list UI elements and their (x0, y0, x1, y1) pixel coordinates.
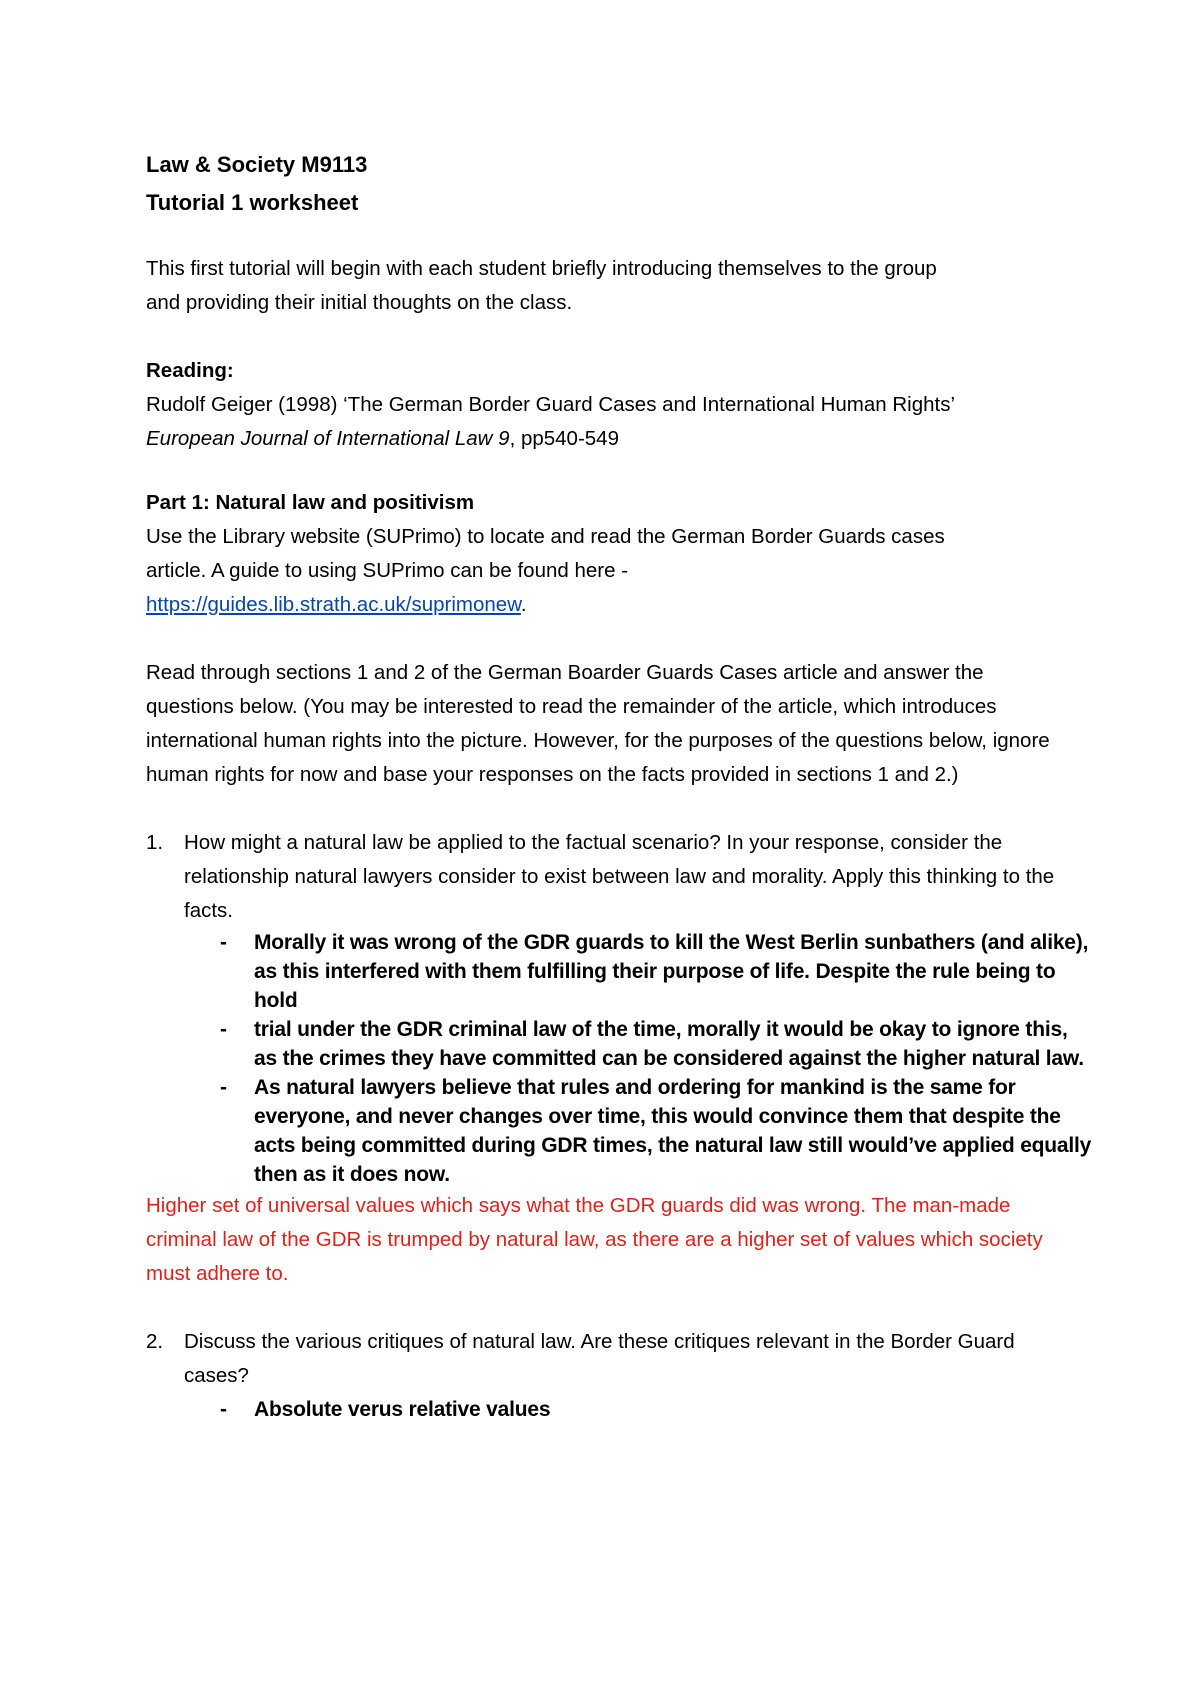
reading-heading: Reading: (146, 359, 234, 382)
link-suffix: . (520, 593, 527, 616)
reading-citation (146, 388, 976, 456)
answer-bullet: - Absolute verus relative values (184, 1393, 1076, 1427)
suprimo-guide-link[interactable]: https://guides.lib.strath.ac.uk/suprimonew (146, 593, 521, 616)
question-text: Discuss the various critiques of natural law. Are these critiques relevant in the Border Guard cases? (184, 1330, 1015, 1387)
part1-instruction-text: Use the Library website (SUPrimo) to locate and read the German Border Guards cases article. A guide to using SUPrimo can be found here - (146, 525, 945, 582)
reading-journal: European Journal of International Law 9 (146, 427, 510, 450)
part1-heading: Part 1: Natural law and positivism (146, 491, 475, 514)
question-number: 1. (146, 831, 164, 854)
course-title: Law & Society M9113 (146, 152, 368, 177)
bullet-marker: - (220, 1398, 227, 1421)
reading-citation-line: Rudolf Geiger (1998) ‘The German Border Guard Cases and International Human Rights’ (146, 393, 955, 416)
read-through-paragraph: Read through sections 1 and 2 of the German Boarder Guards Cases article and answer the questions below. (You may be interested to read the remainder of the article, which introduces international human rights into the picture. However, for the purposes of the questions below, ignore human rights for now and base your responses on the facts provided in sections 1 and 2.) (146, 661, 1050, 786)
answer-bullet-list (184, 1393, 1076, 1427)
answer-bullet: - As natural lawyers believe that rules and ordering for mankind is the same for everyone, and never changes over time, this would convince them that despite the acts being committed during GDR times, the natural law still would’ve applied equally then as it does now. (184, 1073, 1096, 1189)
tutor-feedback: Higher set of universal values which says what the GDR guards did was wrong. The man-made criminal law of the GDR is trumped by natural law, as there are a higher set of values which society must adhere to. (146, 1194, 1043, 1285)
answer-bullet-list (184, 928, 1096, 1189)
question-list-2 (146, 1325, 1076, 1427)
document-body (146, 146, 1092, 1427)
reading-pages: , pp540-549 (509, 427, 619, 450)
bullet-marker: - (220, 1018, 227, 1041)
answer-bullet: - Morally it was wrong of the GDR guards to kill the West Berlin sunbathers (and alike), as this interfered with them fulfilling their purpose of life. Despite the rule being to hold (184, 928, 1096, 1015)
question-item (146, 1325, 1076, 1427)
question-item (146, 826, 1092, 1189)
intro-paragraph: This first tutorial will begin with each student briefly introducing themselves to the group and providing their initial thoughts on the class. (146, 257, 937, 314)
worksheet-title: Tutorial 1 worksheet (146, 190, 359, 215)
bullet-marker: - (220, 1076, 227, 1099)
answer-bullet: - trial under the GDR criminal law of the time, morally it would be okay to ignore this, as the crimes they have committed can be considered against the higher natural law. (184, 1015, 1096, 1073)
part1-instruction (146, 520, 946, 622)
question-text: How might a natural law be applied to the factual scenario? In your response, consider the relationship natural lawyers consider to exist between law and morality. Apply this thinking to the facts. (184, 831, 1055, 922)
question-number: 2. (146, 1330, 164, 1353)
question-list (146, 826, 1092, 1189)
bullet-marker: - (220, 931, 227, 954)
